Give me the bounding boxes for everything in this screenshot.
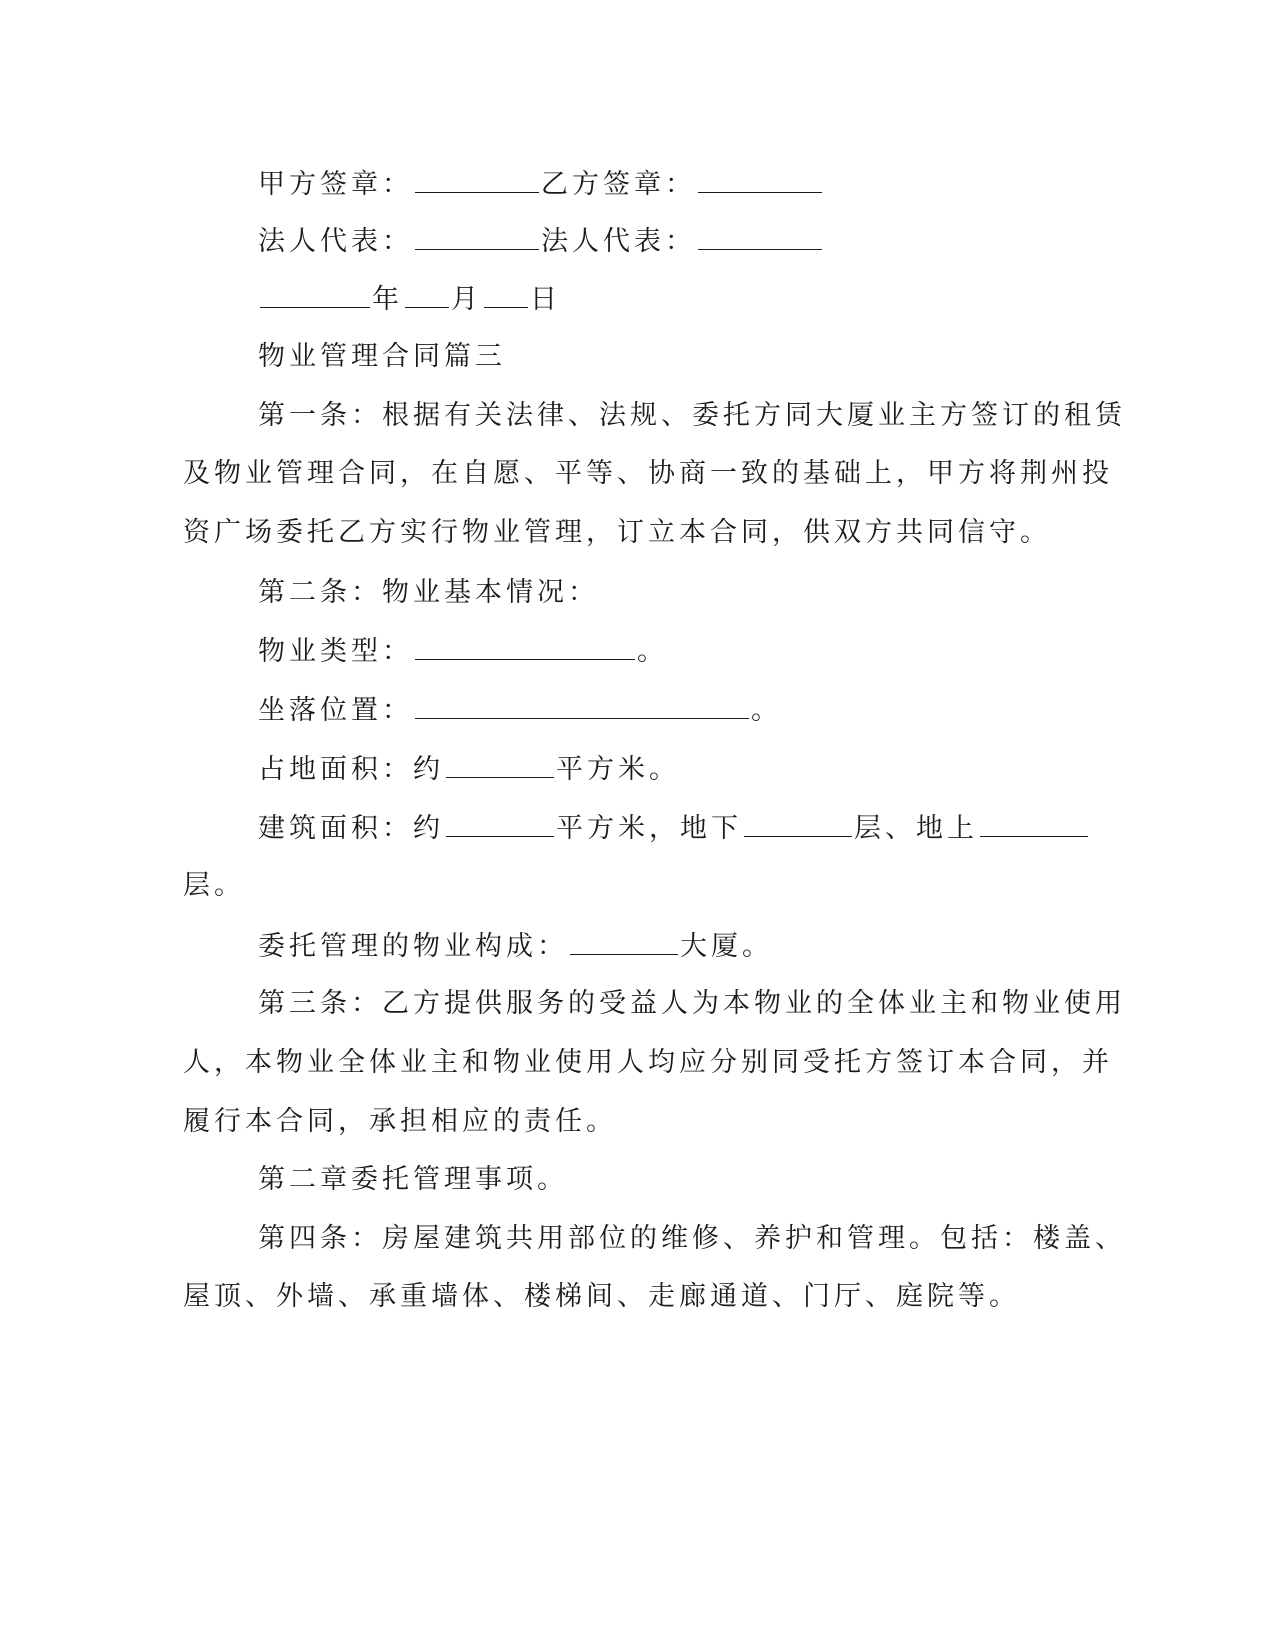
day-label: 日 bbox=[530, 284, 561, 315]
land-area-blank bbox=[446, 749, 554, 778]
signature-line bbox=[258, 164, 1158, 205]
article3-line1: 第三条：乙方提供服务的受益人为本物业的全体业主和物业使用 bbox=[258, 988, 1126, 1019]
legal-rep-line bbox=[258, 221, 1158, 262]
land-area-label: 占地面积：约 bbox=[258, 754, 444, 785]
year-blank bbox=[260, 279, 370, 308]
building-area-blank bbox=[446, 808, 554, 837]
building-area-label: 建筑面积：约 bbox=[258, 813, 444, 844]
date-line bbox=[258, 279, 1158, 320]
building-area-line bbox=[258, 808, 1158, 849]
aboveground-floors-blank bbox=[980, 808, 1088, 837]
day-blank bbox=[484, 279, 528, 308]
article3-line2: 人，本物业全体业主和物业使用人均应分别同受托方签订本合同，并 bbox=[183, 1047, 1113, 1078]
land-area-end: 平方米。 bbox=[556, 754, 680, 785]
location-end: 。 bbox=[751, 695, 782, 726]
composition-line bbox=[258, 926, 1158, 967]
building-area-mid2: 层、地上 bbox=[854, 813, 978, 844]
chapter2-title: 第二章委托管理事项。 bbox=[258, 1164, 568, 1195]
article4-line2: 屋顶、外墙、承重墙体、楼梯间、走廊通道、门厅、庭院等。 bbox=[183, 1281, 1020, 1312]
location-label: 坐落位置： bbox=[258, 695, 413, 726]
property-type-end: 。 bbox=[637, 636, 668, 667]
building-area-mid1: 平方米，地下 bbox=[556, 813, 742, 844]
property-type-label: 物业类型： bbox=[258, 636, 413, 667]
party-a-sign-blank bbox=[415, 164, 539, 193]
article3-line3: 履行本合同，承担相应的责任。 bbox=[183, 1106, 617, 1137]
legal-rep-b-blank bbox=[698, 221, 822, 250]
month-blank bbox=[405, 279, 449, 308]
legal-rep-b-label: 法人代表： bbox=[541, 226, 696, 257]
land-area-line bbox=[258, 749, 1158, 790]
property-type-blank bbox=[415, 631, 635, 660]
composition-label: 委托管理的物业构成： bbox=[258, 931, 568, 962]
location-blank bbox=[415, 690, 749, 719]
party-b-sign-blank bbox=[698, 164, 822, 193]
legal-rep-a-label: 法人代表： bbox=[258, 226, 413, 257]
legal-rep-a-blank bbox=[415, 221, 539, 250]
party-a-sign-label: 甲方签章： bbox=[258, 169, 413, 200]
composition-end: 大厦。 bbox=[680, 931, 773, 962]
article1-line2: 及物业管理合同，在自愿、平等、协商一致的基础上，甲方将荆州投 bbox=[183, 458, 1113, 489]
section-title: 物业管理合同篇三 bbox=[258, 341, 506, 372]
article2-title: 第二条：物业基本情况： bbox=[258, 577, 599, 608]
composition-blank bbox=[570, 926, 678, 955]
building-area-end: 层。 bbox=[183, 870, 245, 901]
article1-line1: 第一条：根据有关法律、法规、委托方同大厦业主方签订的租赁 bbox=[258, 400, 1126, 431]
property-type-line bbox=[258, 631, 1158, 672]
location-line bbox=[258, 690, 1158, 731]
year-label: 年 bbox=[372, 284, 403, 315]
month-label: 月 bbox=[451, 284, 482, 315]
article1-line3: 资广场委托乙方实行物业管理，订立本合同，供双方共同信守。 bbox=[183, 517, 1051, 548]
party-b-sign-label: 乙方签章： bbox=[541, 169, 696, 200]
article4-line1: 第四条：房屋建筑共用部位的维修、养护和管理。包括：楼盖、 bbox=[258, 1223, 1126, 1254]
underground-floors-blank bbox=[744, 808, 852, 837]
